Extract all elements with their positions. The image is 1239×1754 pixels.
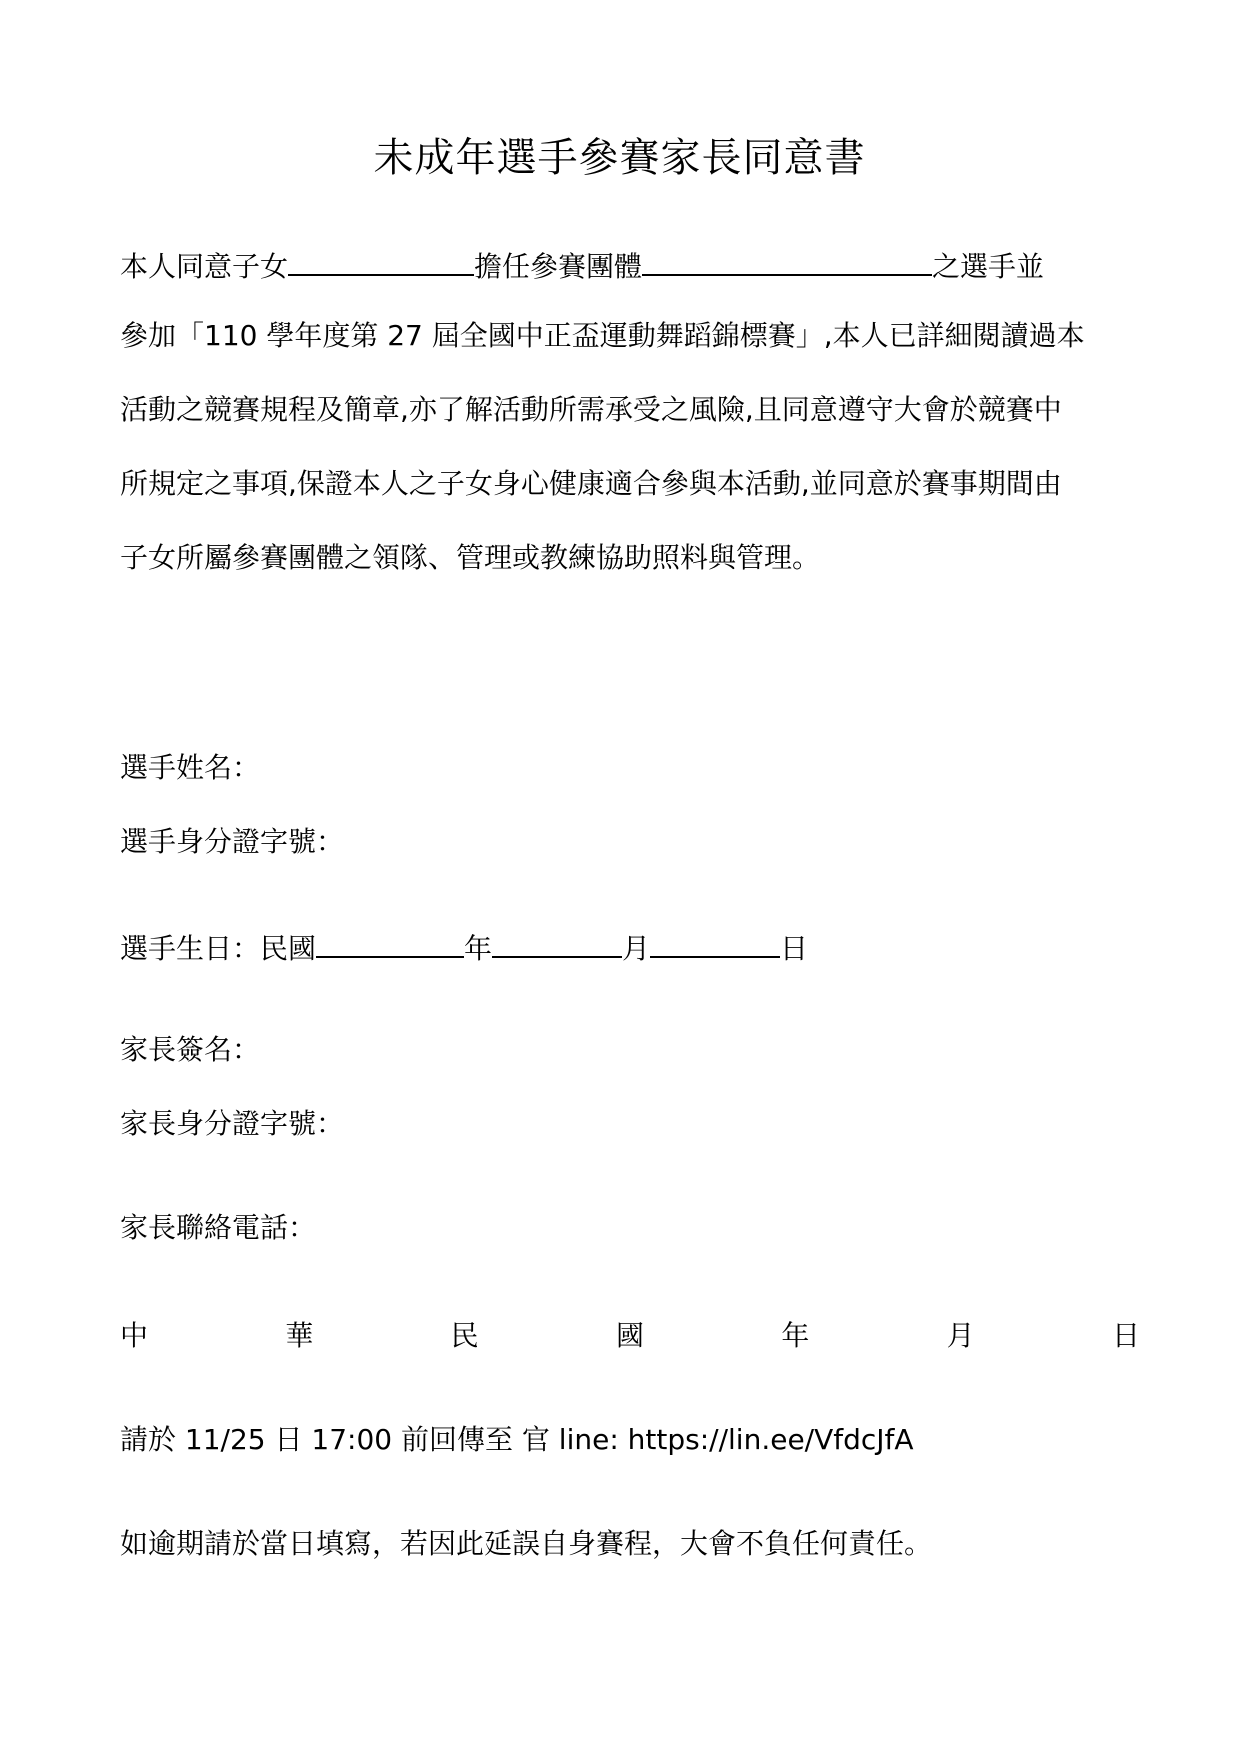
birthday-day-label: 日	[780, 932, 809, 965]
date-char: 民	[450, 1319, 479, 1352]
consent-line-4: 所規定之事項,保證本人之子女身心健康適合參與本活動,並同意於賽事期間由	[120, 467, 1062, 500]
parent-id-label: 家長身分證字號：	[120, 1107, 345, 1140]
child-name-blank[interactable]	[288, 244, 474, 276]
birthday-month-label: 月	[622, 932, 651, 965]
date-char: 中	[120, 1319, 149, 1352]
consent-line-5: 子女所屬參賽團體之領隊、管理或教練協助照料與管理。	[120, 541, 821, 574]
birthday-label: 選手生日：民國	[120, 932, 317, 965]
birthday-day-blank[interactable]	[650, 926, 780, 958]
signing-date-row	[120, 1316, 1140, 1356]
player-name-label: 選手姓名：	[120, 751, 261, 784]
return-deadline-note: 請於 11/25 日 17:00 前回傳至 官 line: https://lin.ee/VfdcJfA	[120, 1423, 914, 1456]
consent-text-team: 擔任參賽團體	[474, 250, 643, 283]
parent-signature-label: 家長簽名：	[120, 1033, 261, 1066]
date-char: 年	[781, 1319, 810, 1352]
birthday-year-blank[interactable]	[316, 926, 464, 958]
consent-line-3: 活動之競賽規程及簡章,亦了解活動所需承受之風險,且同意遵守大會於競賽中	[120, 393, 1062, 426]
player-birthday-row	[120, 926, 808, 969]
birthday-month-blank[interactable]	[492, 926, 622, 958]
overdue-note: 如逾期請於當日填寫，若因此延誤自身賽程，大會不負任何責任。	[120, 1527, 933, 1560]
date-char: 月	[946, 1319, 975, 1352]
consent-line-2: 參加「110 學年度第 27 屆全國中正盃運動舞蹈錦標賽」,本人已詳細閱讀過本	[120, 319, 1085, 352]
consent-text-child: 本人同意子女	[120, 250, 289, 283]
consent-text-player: 之選手並	[932, 250, 1045, 283]
date-char: 國	[615, 1319, 644, 1352]
parent-phone-label: 家長聯絡電話：	[120, 1211, 317, 1244]
player-id-label: 選手身分證字號：	[120, 825, 345, 858]
date-char: 華	[285, 1319, 314, 1352]
team-name-blank[interactable]	[642, 244, 932, 276]
date-char: 日	[1111, 1319, 1140, 1352]
consent-line-1	[120, 244, 1044, 287]
document-title: 未成年選手參賽家長同意書	[373, 135, 866, 181]
birthday-year-label: 年	[464, 932, 493, 965]
